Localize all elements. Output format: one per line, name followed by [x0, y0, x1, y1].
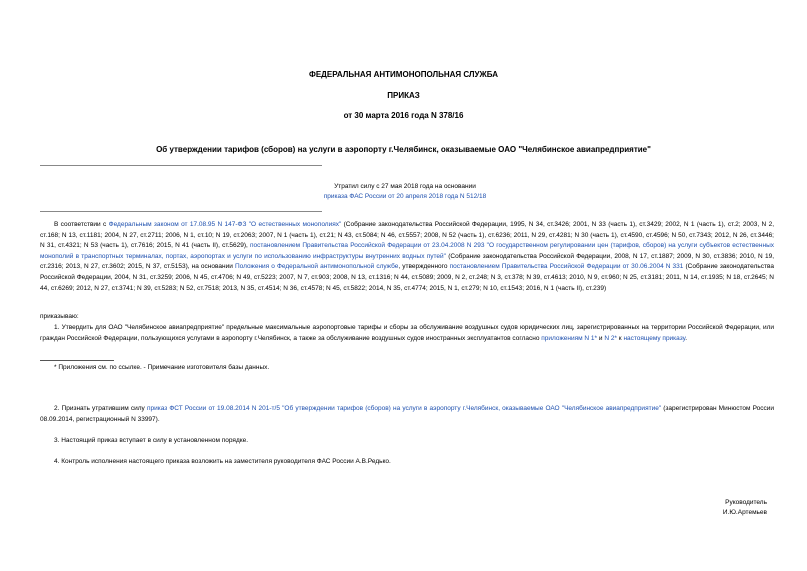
organization-name: ФЕДЕРАЛЬНАЯ АНТИМОНОПОЛЬНАЯ СЛУЖБА	[309, 70, 498, 79]
item-1-paragraph	[40, 323, 774, 344]
order-word: приказываю:	[40, 313, 79, 320]
divider-middle	[40, 211, 322, 212]
appendix-1-link[interactable]: приложениям N 1*	[541, 334, 598, 342]
repeal-note: Утратил силу с 27 мая 2018 года на основании	[334, 183, 476, 190]
appendix-2-link[interactable]: N 2*	[604, 334, 617, 342]
federal-law-link[interactable]: Федеральным законом от 17.08.95 N 147-ФЗ "О естественных монополиях"	[108, 221, 342, 228]
repeal-link-line	[260, 192, 550, 202]
basis-paragraph	[40, 220, 774, 294]
item-2-text-1: 2. Признать утратившим силу	[54, 405, 147, 412]
item-1-text-4: .	[685, 334, 688, 342]
divider-top	[40, 165, 322, 166]
item-1-text-3: к	[616, 334, 624, 342]
signature-position: Руководитель	[725, 499, 767, 506]
item-4-paragraph: 4. Контроль исполнения настоящего приказа возложить на заместителя руководителя ФАС России А.В.Редько.	[54, 458, 391, 465]
item-2-paragraph	[40, 404, 774, 425]
item-2-text-2: (зарегистрирован Минюстом России 08.09.2014, регистрационный N 33997).	[40, 405, 775, 423]
basis-text-3: (Собрание законодательства Российской Федерации, 2008, N 17, ст.1887; 2009, N 30, ст.3836; 2010, N 19, ст.2316; 2013, N 27, ст.3602; 2015, N 37, ст.5153), на основании	[40, 252, 775, 271]
footnote-divider	[40, 360, 114, 361]
basis-text-4: , утвержденного	[398, 263, 450, 271]
item-3-paragraph: 3. Настоящий приказ вступает в силу в установленном порядке.	[54, 437, 249, 444]
document-kind: ПРИКАЗ	[387, 91, 420, 100]
government-decree-293-link[interactable]: постановлением Правительства Российской Федерации от 23.04.2008 N 293 "О государственном регулировании цен (тарифов, сборов) на услуги субъектов естественных монополий в транспортных терминалах, портах, аэропортах и услуги по использованию инфраструктуры внутренних водных путей"	[40, 242, 774, 260]
repeal-order-link[interactable]: приказа ФАС России от 20 апреля 2018 года N 512/18	[323, 193, 487, 200]
basis-text-1: В соответствии с	[54, 221, 109, 228]
fas-regulation-link[interactable]: Положения о Федеральной антимонопольной службе	[234, 263, 399, 271]
item-1-text-1: 1. Утвердить для ОАО "Челябинское авиапредприятие" предельные максимальные аэропортовые тарифы и сборы за обслуживание воздушных судов юридических лиц, зарегистрированных на территории Российской Федерации, или граждан Российской Федерации, пользующихся услугами в аэропорту г.Челябинск, а также за обслуживание воздушных судов иностранных эксплуатантов согласно	[40, 324, 774, 342]
this-order-link[interactable]: настоящему приказу	[623, 334, 686, 342]
item-1-text-2: и	[597, 334, 605, 342]
document-title: Об утверждении тарифов (сборов) на услуги в аэропорту г.Челябинск, оказываемые ОАО "Челябинское авиапредприятие"	[156, 145, 651, 154]
footnote: * Приложения см. по ссылке. - Примечание изготовителя базы данных.	[54, 364, 270, 371]
fst-order-link[interactable]: приказ ФСТ России от 19.08.2014 N 201-т/5 "Об утверждении тарифов (сборов) на услуги в аэропорту г.Челябинск, оказываемые ОАО "Челябинское авиапредприятие"	[146, 405, 662, 412]
signature-name: И.Ю.Артемьев	[722, 509, 767, 516]
government-decree-331-link[interactable]: постановлением Правительства Российской Федерации от 30.06.2004 N 331	[449, 263, 684, 271]
basis-text-5: (Собрание законодательства Российской Федерации, 2004, N 31, ст.3259; 2006, N 45, ст.4706; N 49, ст.5223; 2007, N 7, ст.903; 2008, N 13, ст.1316; N 44, ст.5089; 2009, N 2, ст.248; N 3, ст.378; N 39, ст.4613; 2010, N 9, ст.960; N 25, ст.3181; 2011, N 14, ст.1935; N 18, ст.2645; N 44, ст.6269; 2012, N 27, ст.3741; N 39, ст.5283; N 52, ст.7518; 2013, N 35, ст.4514; N 36, ст.4578; N 45, ст.5822; 2014, N 35, ст.4774; 2015, N 1, ст.279; N 10, ст.1543; 2016, N 1 (часть II), ст.239)	[40, 263, 774, 292]
document-date: от 30 марта 2016 года N 378/16	[343, 111, 464, 120]
basis-text-2: (Собрание законодательства Российской Федерации, 1995, N 34, ст.3426; 2001, N 33 (часть 1), ст.3429; 2002, N 1 (часть 1), ст.2; 2003, N 2, ст.168; N 13, ст.1181; 2004, N 27, ст.2711; 2006, N 1, ст.10; N 19, ст.2063; 2007, N 1 (часть 1), ст.21; N 43, ст.5084; N 46, ст.5557; 2008, N 52 (часть 1), ст.6236; 2011, N 29, ст.4281; N 30 (часть 1), ст.4590, ст.4596; N 50, ст.7343; 2012, N 26, ст.3446; N 31, ст.4321; N 53 (часть 1), ст.7616; 2015, N 41 (часть II), ст.5629),	[40, 221, 774, 250]
